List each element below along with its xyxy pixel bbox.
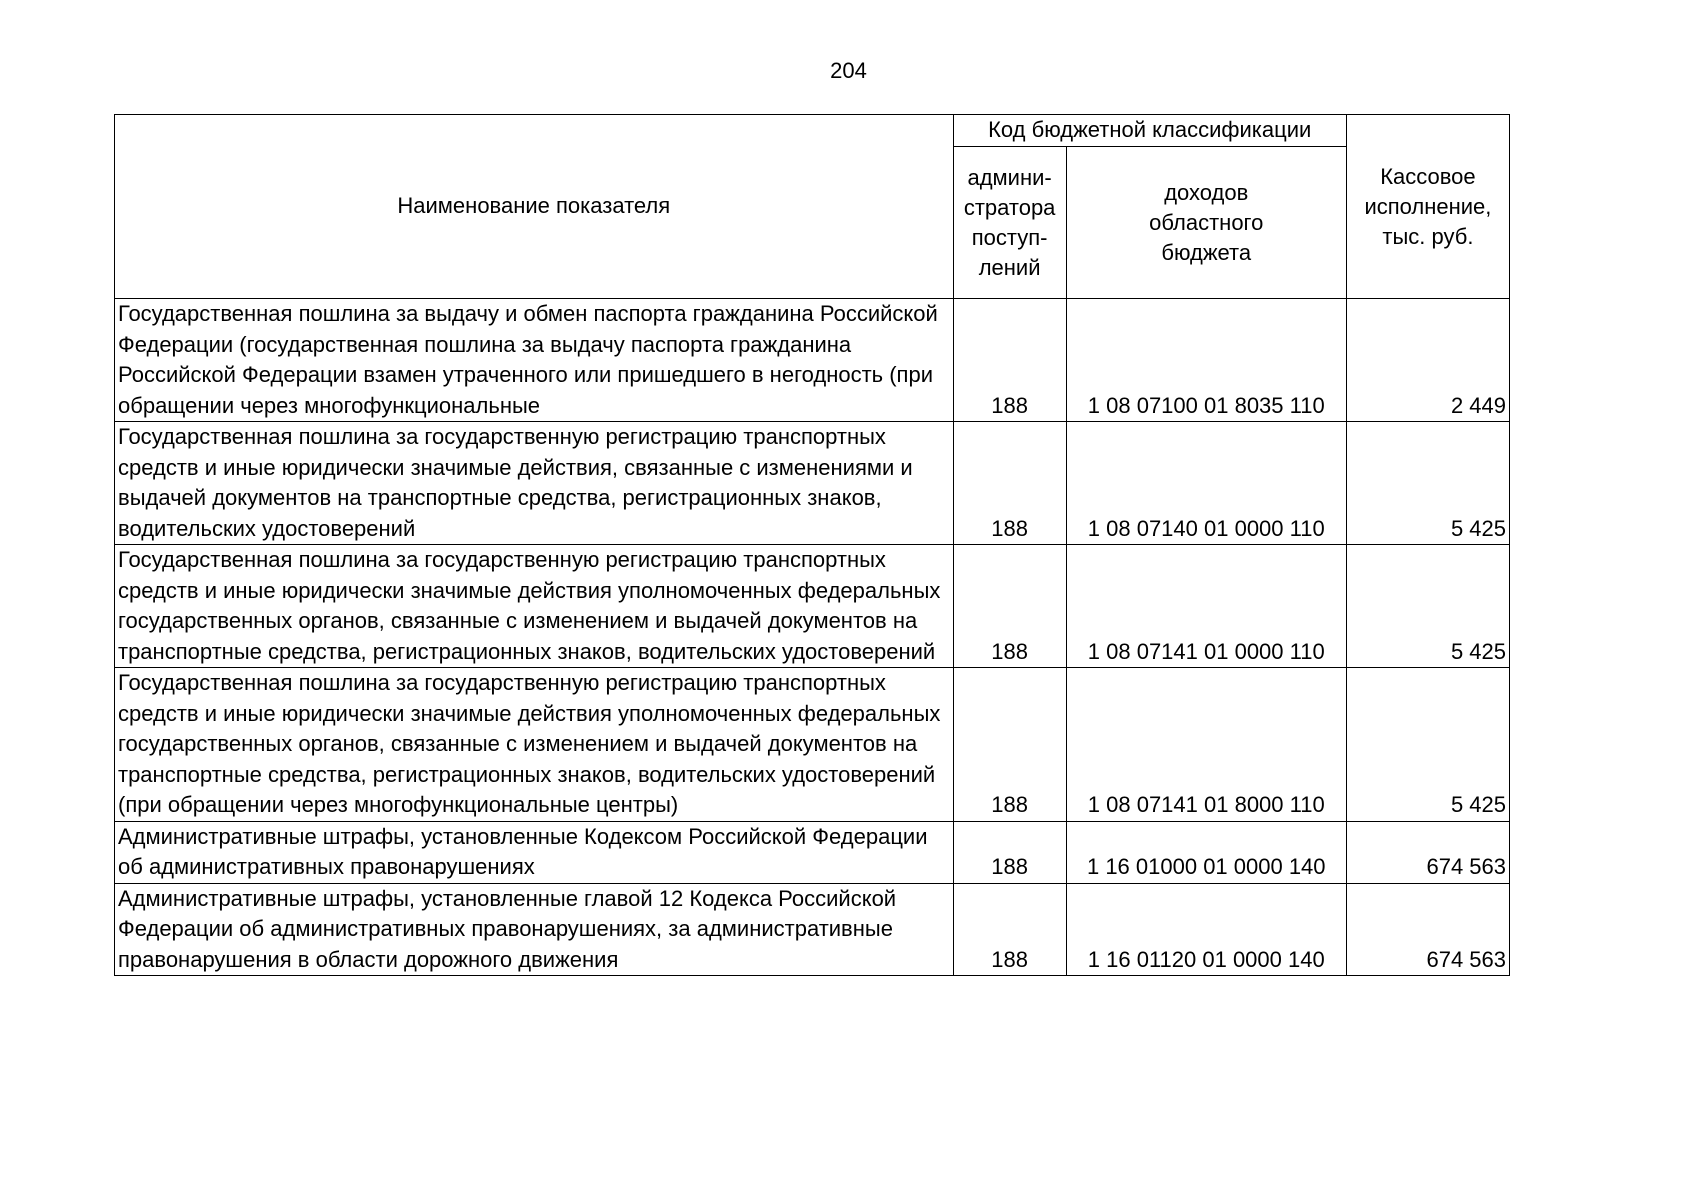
row-name: Государственная пошлина за государственную регистрацию транспортных средств и иные юридически значимые действия уполномоченных федеральных государственных органов, связанные с изменением и выдачей документов на транспортные средства, регистрационных знаков, водительских удостоверений xyxy=(115,545,954,668)
row-code: 1 16 01120 01 0000 140 xyxy=(1066,883,1346,976)
row-code: 1 16 01000 01 0000 140 xyxy=(1066,821,1346,883)
row-code: 1 08 07100 01 8035 110 xyxy=(1066,299,1346,422)
header-code xyxy=(1066,147,1346,299)
table-row xyxy=(115,422,1510,545)
row-admin: 188 xyxy=(953,821,1066,883)
header-amount xyxy=(1346,115,1509,299)
table-row xyxy=(115,668,1510,822)
row-code: 1 08 07141 01 8000 110 xyxy=(1066,668,1346,822)
row-name: Административные штрафы, установленные главой 12 Кодекса Российской Федерации об административных правонарушениях, за административные правонарушения в области дорожного движения xyxy=(115,883,954,976)
row-code: 1 08 07140 01 0000 110 xyxy=(1066,422,1346,545)
row-amount: 5 425 xyxy=(1346,422,1509,545)
row-name: Государственная пошлина за государственную регистрацию транспортных средств и иные юридически значимые действия, связанные с изменениями и выдачей документов на транспортные средства, регистрационных знаков, водительских удостоверений xyxy=(115,422,954,545)
row-name xyxy=(115,299,954,422)
table-row xyxy=(115,299,1510,422)
header-admin xyxy=(953,147,1066,299)
table-body xyxy=(115,299,1510,976)
row-admin: 188 xyxy=(953,299,1066,422)
row-amount: 5 425 xyxy=(1346,545,1509,668)
budget-table xyxy=(114,114,1510,976)
row-admin: 188 xyxy=(953,545,1066,668)
header-admin-text: админи- стратора поступ- лений xyxy=(963,164,1056,280)
row-amount: 2 449 xyxy=(1346,299,1509,422)
header-name: Наименование показателя xyxy=(115,115,954,299)
header-classification-code: Код бюджетной классификации xyxy=(953,115,1346,147)
page-number: 204 xyxy=(830,58,867,83)
row-admin: 188 xyxy=(953,668,1066,822)
row-admin: 188 xyxy=(953,422,1066,545)
row-amount: 674 563 xyxy=(1346,821,1509,883)
row-admin: 188 xyxy=(953,883,1066,976)
row-code: 1 08 07141 01 0000 110 xyxy=(1066,545,1346,668)
row-amount: 5 425 xyxy=(1346,668,1509,822)
table-row xyxy=(115,883,1510,976)
header-amount-text: Кассовое исполнение, тыс. руб. xyxy=(1364,163,1492,249)
row-amount: 674 563 xyxy=(1346,883,1509,976)
header-code-text: доходов областного бюджета xyxy=(1149,179,1264,265)
table-row xyxy=(115,821,1510,883)
row-name: Административные штрафы, установленные Кодексом Российской Федерации об административных правонарушениях xyxy=(115,821,954,883)
table-row xyxy=(115,545,1510,668)
row-name: Государственная пошлина за государственную регистрацию транспортных средств и иные юридически значимые действия уполномоченных федеральных государственных органов, связанные с изменением и выдачей документов на транспортные средства, регистрационных знаков, водительских удостоверений (при обращении через многофункциональные центры) xyxy=(115,668,954,822)
row-name-text: Государственная пошлина за выдачу и обмен паспорта гражданина Российской Федерации (государственная пошлина за выдачу паспорта гражданина Российской Федерации взамен утраченного или пришедшего в негодность (при обращении через многофункциональные xyxy=(118,301,938,418)
